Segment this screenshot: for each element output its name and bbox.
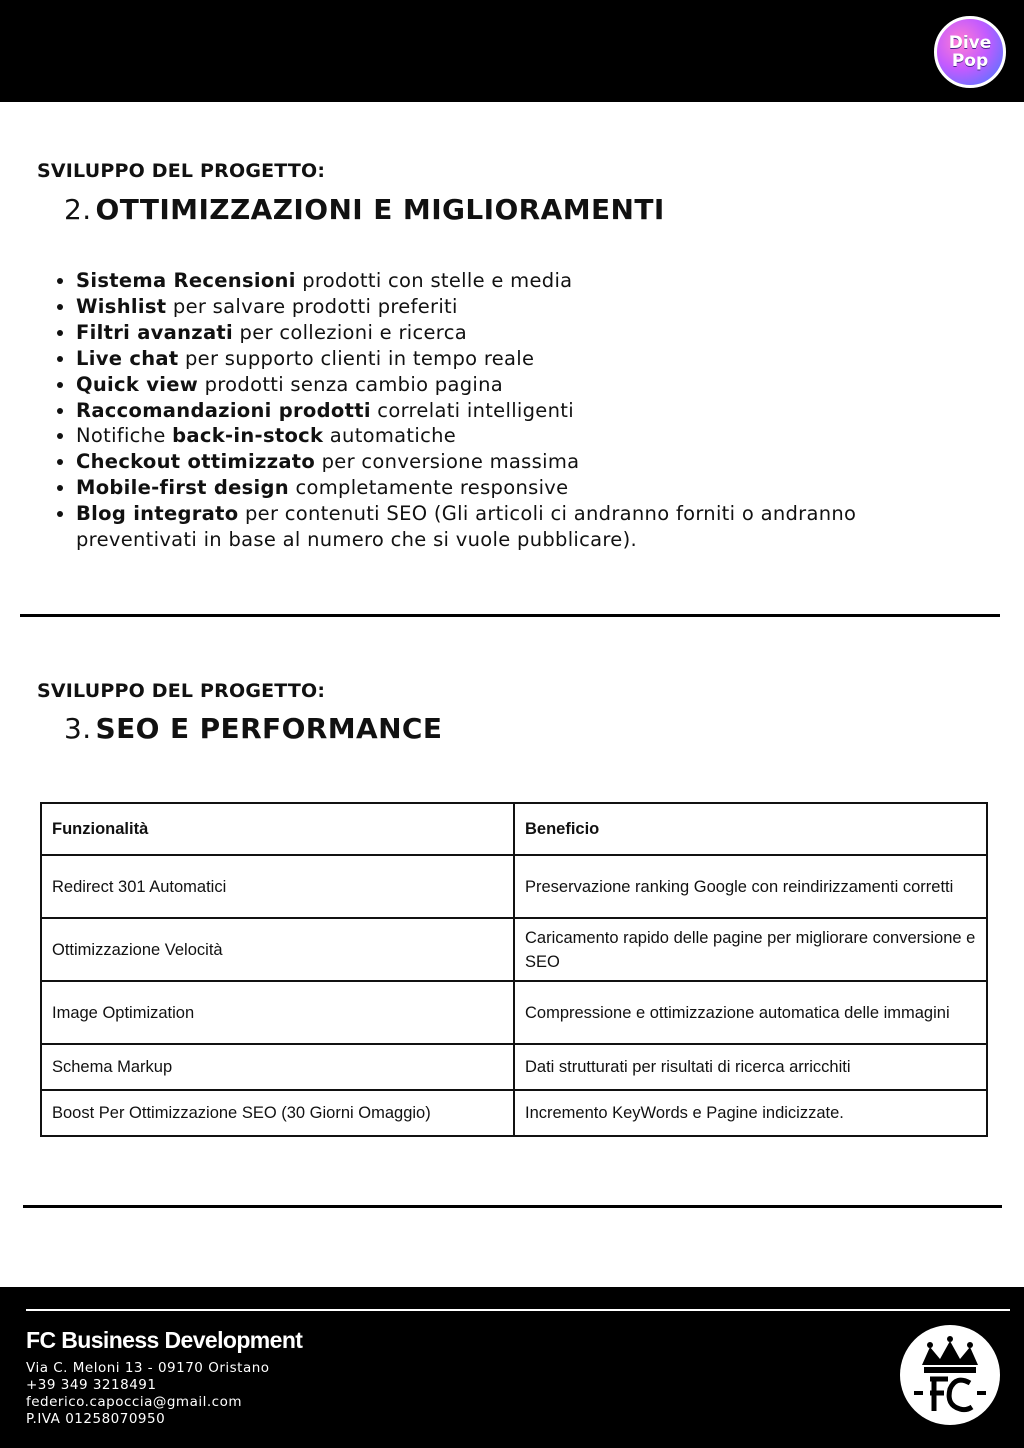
list-item — [76, 423, 976, 449]
section-2-number: 2. — [64, 193, 92, 226]
dive-pop-logo — [934, 16, 1006, 88]
email-text: federico.capoccia@gmail.com — [26, 1394, 242, 1410]
section-3-title-text: SEO E PERFORMANCE — [95, 712, 443, 745]
list-item — [76, 346, 976, 372]
section-3-number: 3. — [64, 712, 92, 745]
table-cell: Ottimizzazione Velocità — [41, 918, 514, 981]
item-bold: Sistema Recensioni — [76, 269, 296, 292]
address-text: Via C. Meloni 13 - 09170 Oristano — [26, 1360, 270, 1376]
crown-icon — [900, 1325, 1000, 1425]
item-post: completamente responsive — [288, 476, 569, 500]
company-name: FC Business Development — [26, 1327, 303, 1353]
table-row — [41, 855, 987, 918]
logo-line-2: Pop — [951, 51, 989, 71]
item-post: per collezioni e ricerca — [233, 320, 467, 344]
table-cell: Schema Markup — [41, 1044, 514, 1090]
table-cell: Image Optimization — [41, 981, 514, 1044]
item-bold: back-in-stock — [172, 424, 324, 448]
footer — [0, 1287, 1024, 1448]
item-post: per contenuti SEO (Gli articoli ci andranno forniti o andranno preventivati in base al numero che si vuole pubblicare). — [76, 502, 857, 552]
table-row — [41, 981, 987, 1044]
table-cell: Boost Per Ottimizzazione SEO (30 Giorni Omaggio) — [41, 1090, 514, 1136]
item-bold: Blog integrato — [76, 502, 239, 526]
table-cell: Redirect 301 Automatici — [41, 855, 514, 918]
section-3-title — [64, 712, 442, 745]
list-item — [76, 501, 976, 553]
vat-text: P.IVA 01258070950 — [26, 1411, 166, 1427]
top-bar — [0, 0, 1024, 102]
fc-crown-logo — [900, 1325, 1000, 1425]
item-bold: Filtri avanzati — [76, 320, 234, 344]
logo-line-1: Dive — [948, 33, 992, 53]
list-item — [76, 268, 976, 294]
item-post: per salvare prodotti preferiti — [166, 294, 458, 318]
table-cell: Caricamento rapido delle pagine per migliorare conversione e SEO — [514, 918, 987, 981]
item-post: prodotti con stelle e media — [295, 269, 573, 292]
seo-table — [40, 802, 988, 1137]
list-item — [76, 320, 976, 346]
item-post: automatiche — [323, 424, 457, 448]
features-list — [40, 268, 976, 553]
list-item — [76, 372, 976, 398]
section-3-kicker: SVILUPPO DEL PROGETTO: — [37, 680, 326, 702]
column-header-feature: Funzionalità — [41, 803, 514, 855]
divider — [20, 614, 1000, 617]
table-row — [41, 1090, 987, 1136]
item-post: per conversione massima — [315, 450, 580, 474]
item-post: prodotti senza cambio pagina — [198, 372, 504, 396]
section-2-kicker: SVILUPPO DEL PROGETTO: — [37, 160, 326, 182]
item-bold: Raccomandazioni prodotti — [76, 398, 371, 422]
item-post: correlati intelligenti — [370, 398, 574, 422]
item-pre: Notifiche — [76, 424, 173, 448]
list-item — [76, 449, 976, 475]
table-row — [41, 1044, 987, 1090]
table-header-row — [41, 803, 987, 855]
item-bold: Wishlist — [76, 294, 167, 318]
divider — [23, 1205, 1002, 1208]
item-bold: Live chat — [76, 346, 179, 370]
footer-divider — [26, 1309, 1010, 1311]
section-2-title-text: OTTIMIZZAZIONI E MIGLIORAMENTI — [95, 193, 665, 226]
list-item — [76, 294, 976, 320]
column-header-benefit: Beneficio — [514, 803, 987, 855]
table-cell: Preservazione ranking Google con reindirizzamenti corretti — [514, 855, 987, 918]
table-cell: Compressione e ottimizzazione automatica delle immagini — [514, 981, 987, 1044]
table-row — [41, 918, 987, 981]
item-bold: Checkout ottimizzato — [76, 450, 316, 474]
phone-text: +39 349 3218491 — [26, 1377, 157, 1393]
item-post: per supporto clienti in tempo reale — [178, 346, 535, 370]
section-2-title — [64, 193, 665, 226]
table-cell: Dati strutturati per risultati di ricerca arricchiti — [514, 1044, 987, 1090]
list-item — [76, 475, 976, 501]
table-cell: Incremento KeyWords e Pagine indicizzate. — [514, 1090, 987, 1136]
list-item — [76, 398, 976, 424]
item-bold: Mobile-first design — [76, 476, 289, 500]
item-bold: Quick view — [76, 372, 199, 396]
